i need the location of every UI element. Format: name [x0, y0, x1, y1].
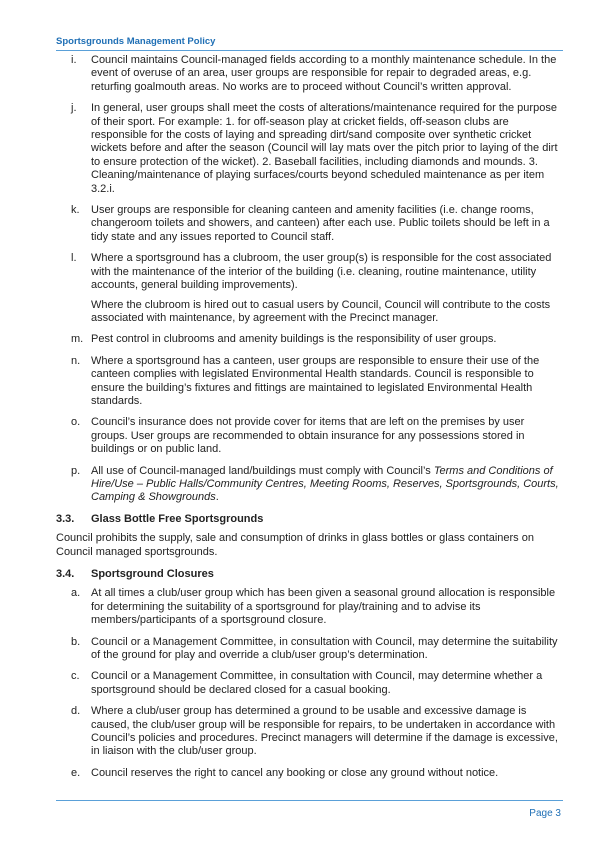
list-item-text — [91, 465, 564, 505]
list-marker: l. — [71, 252, 77, 265]
list-marker: k. — [71, 204, 80, 217]
terms-tail: . — [215, 491, 219, 504]
header-divider — [56, 50, 563, 51]
list-item-text: Where a sportsground has a canteen, user groups are responsible to ensure their use of the canteen complies with legislated Environmental Health standards. Council is responsible to ensure the building’s fixtures and fittings are maintained to legislated Environmental Health standards. — [91, 354, 540, 407]
list-item — [56, 355, 564, 409]
list-marker: a. — [71, 587, 81, 600]
list-item — [56, 204, 564, 244]
list-item — [56, 54, 564, 94]
list-item-continuation: Where the clubroom is hired out to casual users by Council, Council will contribute to the costs associated with maintenance, by agreement with the Precinct manager. — [91, 298, 551, 324]
list-marker: o. — [71, 416, 81, 429]
section-heading-3-3 — [56, 513, 564, 526]
list-marker: i. — [71, 54, 77, 66]
list-item-p — [56, 465, 564, 505]
list-items-a-to-e — [56, 587, 564, 780]
list-item-text: Where a club/user group has determined a ground to be usable and excessive damage is caused, the club/user group will be responsible for repairs, to be undertaken in accordance with Council’s policies and procedures. Precinct managers will determine if the damage is excessive, in liaison with the club/user group. — [91, 705, 558, 758]
list-marker: b. — [71, 635, 81, 648]
section-number: 3.4. — [56, 568, 75, 580]
list-item-text: User groups are responsible for cleaning canteen and amenity facilities (i.e. change rooms, changeroom toilets and showers, and canteen) after each use. Public toilets should be left in a tidy state and any issues reported to Council staff. — [91, 204, 550, 243]
list-items-i-to-o — [56, 54, 564, 505]
list-marker: j. — [71, 102, 77, 115]
list-item — [56, 333, 564, 346]
terms-lead-text: All use of Council-managed land/buildings must comply with Council’s — [91, 464, 434, 477]
list-marker: m. — [71, 333, 84, 346]
list-item — [56, 670, 564, 697]
list-marker: e. — [71, 766, 81, 779]
section-number: 3.3. — [56, 512, 75, 525]
list-marker: c. — [71, 670, 80, 683]
list-item — [56, 102, 564, 196]
list-item-text: Council or a Management Committee, in consultation with Council, may determine whether a sportsground should be declared closed for a casual booking. — [91, 670, 543, 696]
list-marker: n. — [71, 354, 81, 367]
terms-document-title: Terms and Conditions of Hire/Use – Public Halls/Community Centres, Meeting Rooms, Reserves, Sportsgrounds, Courts, Camping & Showgrounds — [91, 464, 559, 504]
list-item-text: Council maintains Council-managed fields according to a monthly maintenance schedule. In the event of overuse of an area, user groups are responsible for repair to degraded areas, e.g. returfing goalmouth areas. No works are to proceed without Council’s written approval. — [91, 54, 557, 93]
list-item-text: Where a sportsground has a clubroom, the user group(s) is responsible for the cost associated with the maintenance of the interior of the building (i.e. cleaning, routine maintenance, utility accounts, general building improvements). — [91, 252, 552, 292]
list-item-text: At all times a club/user group which has been given a seasonal ground allocation is responsible for determining the suitability of a sportsground for play/training and to advise its members/participants of a sportsground closure. — [91, 587, 556, 627]
list-item-text: Council’s insurance does not provide cover for items that are left on the premises by user groups. User groups are recommended to obtain insurance for any possessions stored in buildings or on public land. — [91, 416, 525, 456]
list-item — [56, 636, 564, 663]
section-title: Glass Bottle Free Sportsgrounds — [91, 512, 264, 525]
footer-divider — [56, 800, 563, 801]
list-marker: d. — [71, 705, 81, 718]
section-heading-3-4 — [56, 568, 564, 581]
list-marker: p. — [71, 464, 81, 477]
list-item-text: Council reserves the right to cancel any booking or close any ground without notice. — [91, 766, 499, 779]
list-item — [56, 587, 564, 627]
section-paragraph: Council prohibits the supply, sale and consumption of drinks in glass bottles or glass containers on Council managed sportsgrounds. — [56, 532, 534, 558]
list-item — [56, 416, 564, 456]
header-title: Sportsgrounds Management Policy — [56, 36, 216, 47]
page-number: Page 3 — [529, 808, 561, 819]
list-item — [56, 705, 564, 759]
document-body — [56, 54, 564, 788]
list-item-text: In general, user groups shall meet the costs of alterations/maintenance required for the purpose of their sport. For example: 1. for off-season play at cricket fields, off-season clubs are responsible for the costs of laying and spreading dirt/sand composite over synthetic cricket wickets before and after the season (Council will lay mats over the pitch prior to laying of the dirt to ensure protection of the wicket). 2. Baseball facilities, including diamonds and mounds. 3. Cleaning/maintenance of playing surfaces/courts beyond scheduled maintenance as per item 3.2.i. — [91, 102, 558, 195]
list-item — [56, 767, 564, 780]
section-title: Sportsground Closures — [91, 568, 214, 580]
list-item-text: Pest control in clubrooms and amenity buildings is the responsibility of user groups. — [91, 333, 497, 346]
list-item — [56, 252, 564, 292]
list-item-text: Council or a Management Committee, in consultation with Council, may determine the suitability of the ground for play and override a club/user group’s determination. — [91, 635, 558, 662]
